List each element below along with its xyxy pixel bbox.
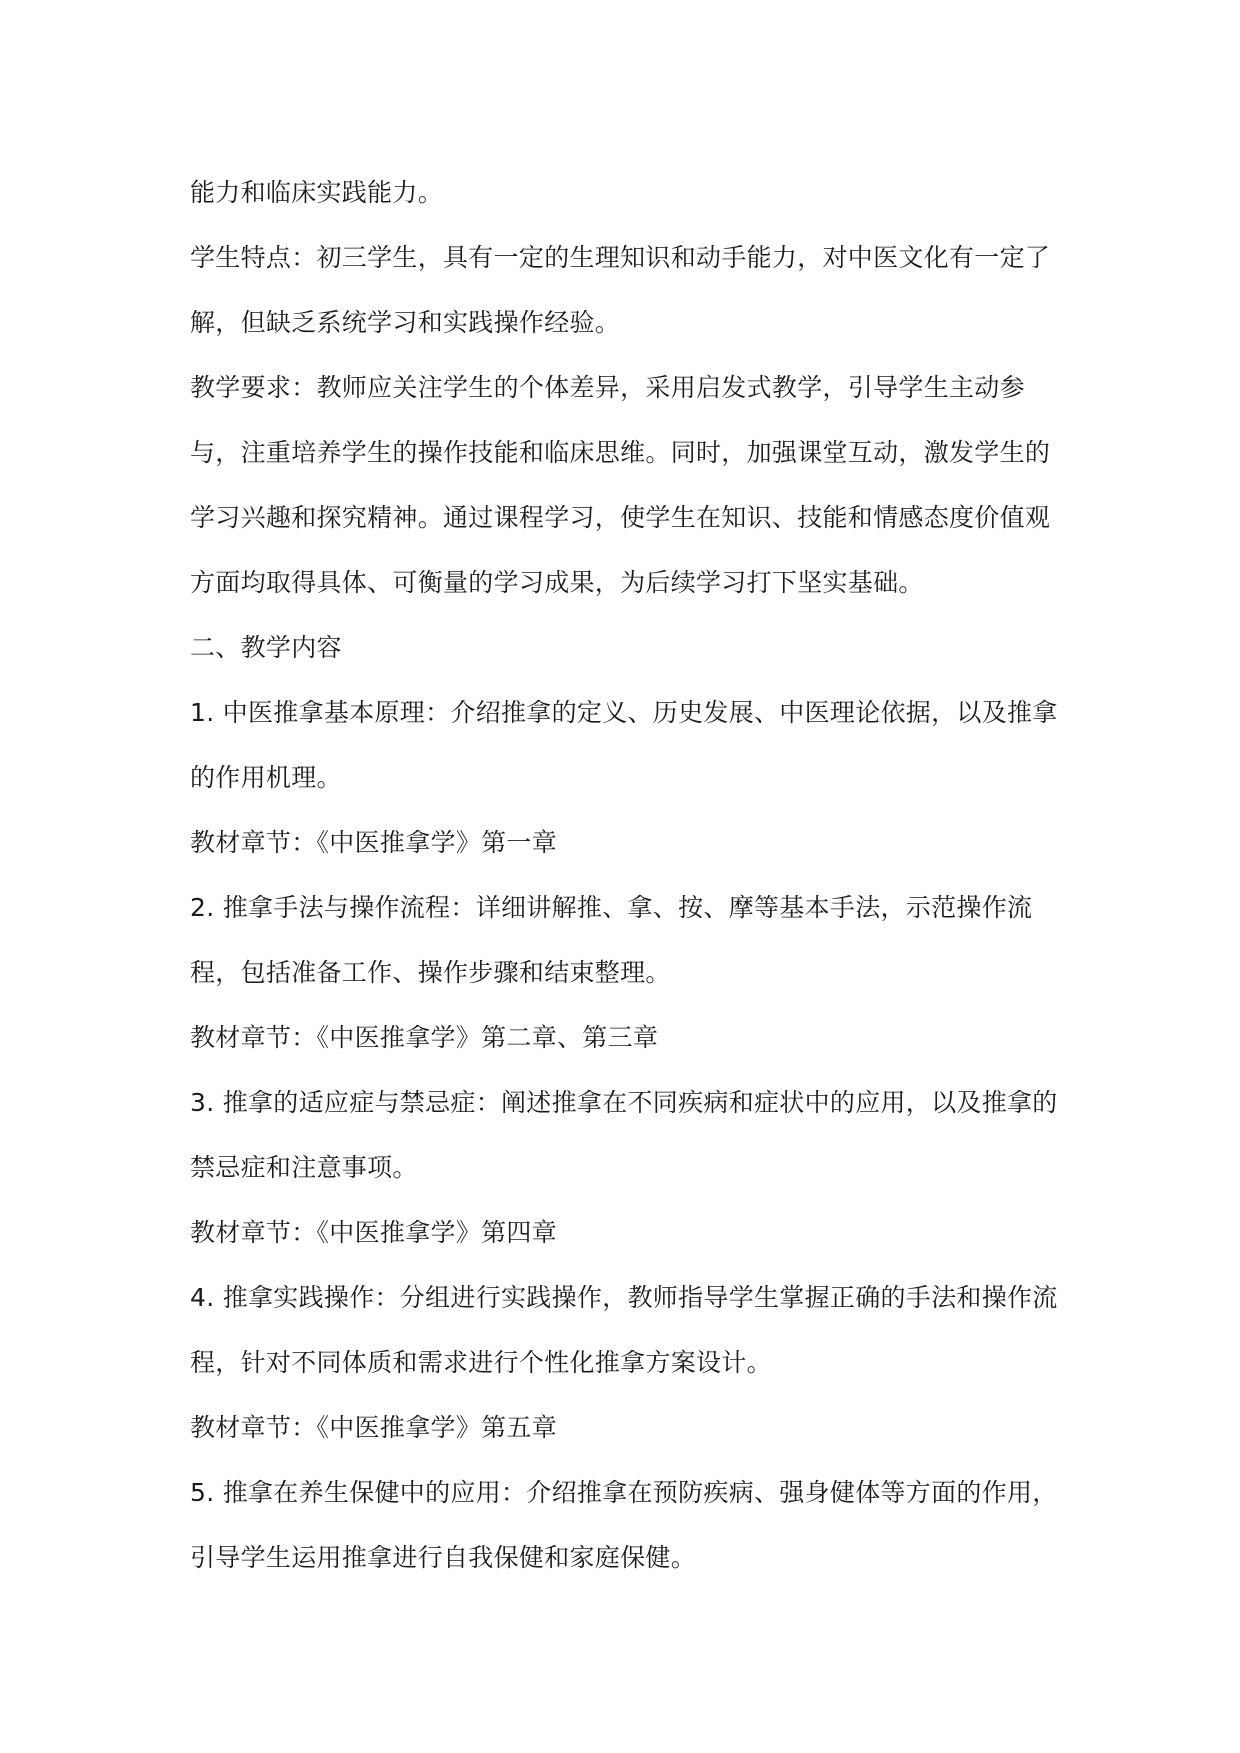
list-item-2: 2. 推拿手法与操作流程：详细讲解推、拿、按、摩等基本手法，示范操作流程，包括准备工作、操作步骤和结束整理。 [190, 893, 1033, 987]
paragraph-teaching-requirements: 教学要求：教师应关注学生的个体差异，采用启发式教学，引导学生主动参与，注重培养学生的操作技能和临床思维。同时，加强课堂互动，激发学生的学习兴趣和探究精神。通过课程学习，使学生在知识、技能和情感态度价值观方面均取得具体、可衡量的学习成果，为后续学习打下坚实基础。 [190, 373, 1051, 597]
paragraph-student-characteristics: 学生特点：初三学生，具有一定的生理知识和动手能力，对中医文化有一定了解，但缺乏系统学习和实践操作经验。 [190, 243, 1051, 337]
textbook-chapter-4: 教材章节：《中医推拿学》第五章 [190, 1413, 558, 1442]
textbook-chapter-1: 教材章节：《中医推拿学》第一章 [190, 828, 558, 857]
list-item-5: 5. 推拿在养生保健中的应用：介绍推拿在预防疾病、强身健体等方面的作用，引导学生运用推拿进行自我保健和家庭保健。 [190, 1478, 1058, 1572]
paragraph-continuation: 能力和临床实践能力。 [190, 178, 444, 207]
textbook-chapter-2: 教材章节：《中医推拿学》第二章、第三章 [190, 1023, 659, 1052]
list-item-4: 4. 推拿实践操作：分组进行实践操作，教师指导学生掌握正确的手法和操作流程，针对不同体质和需求进行个性化推拿方案设计。 [190, 1283, 1058, 1377]
document-body [190, 160, 1060, 1590]
section-heading-teaching-content: 二、教学内容 [190, 633, 342, 662]
list-item-1: 1. 中医推拿基本原理：介绍推拿的定义、历史发展、中医理论依据，以及推拿的作用机理。 [190, 698, 1058, 792]
list-item-3: 3. 推拿的适应症与禁忌症：阐述推拿在不同疾病和症状中的应用，以及推拿的禁忌症和注意事项。 [190, 1088, 1058, 1182]
textbook-chapter-3: 教材章节：《中医推拿学》第四章 [190, 1218, 558, 1247]
